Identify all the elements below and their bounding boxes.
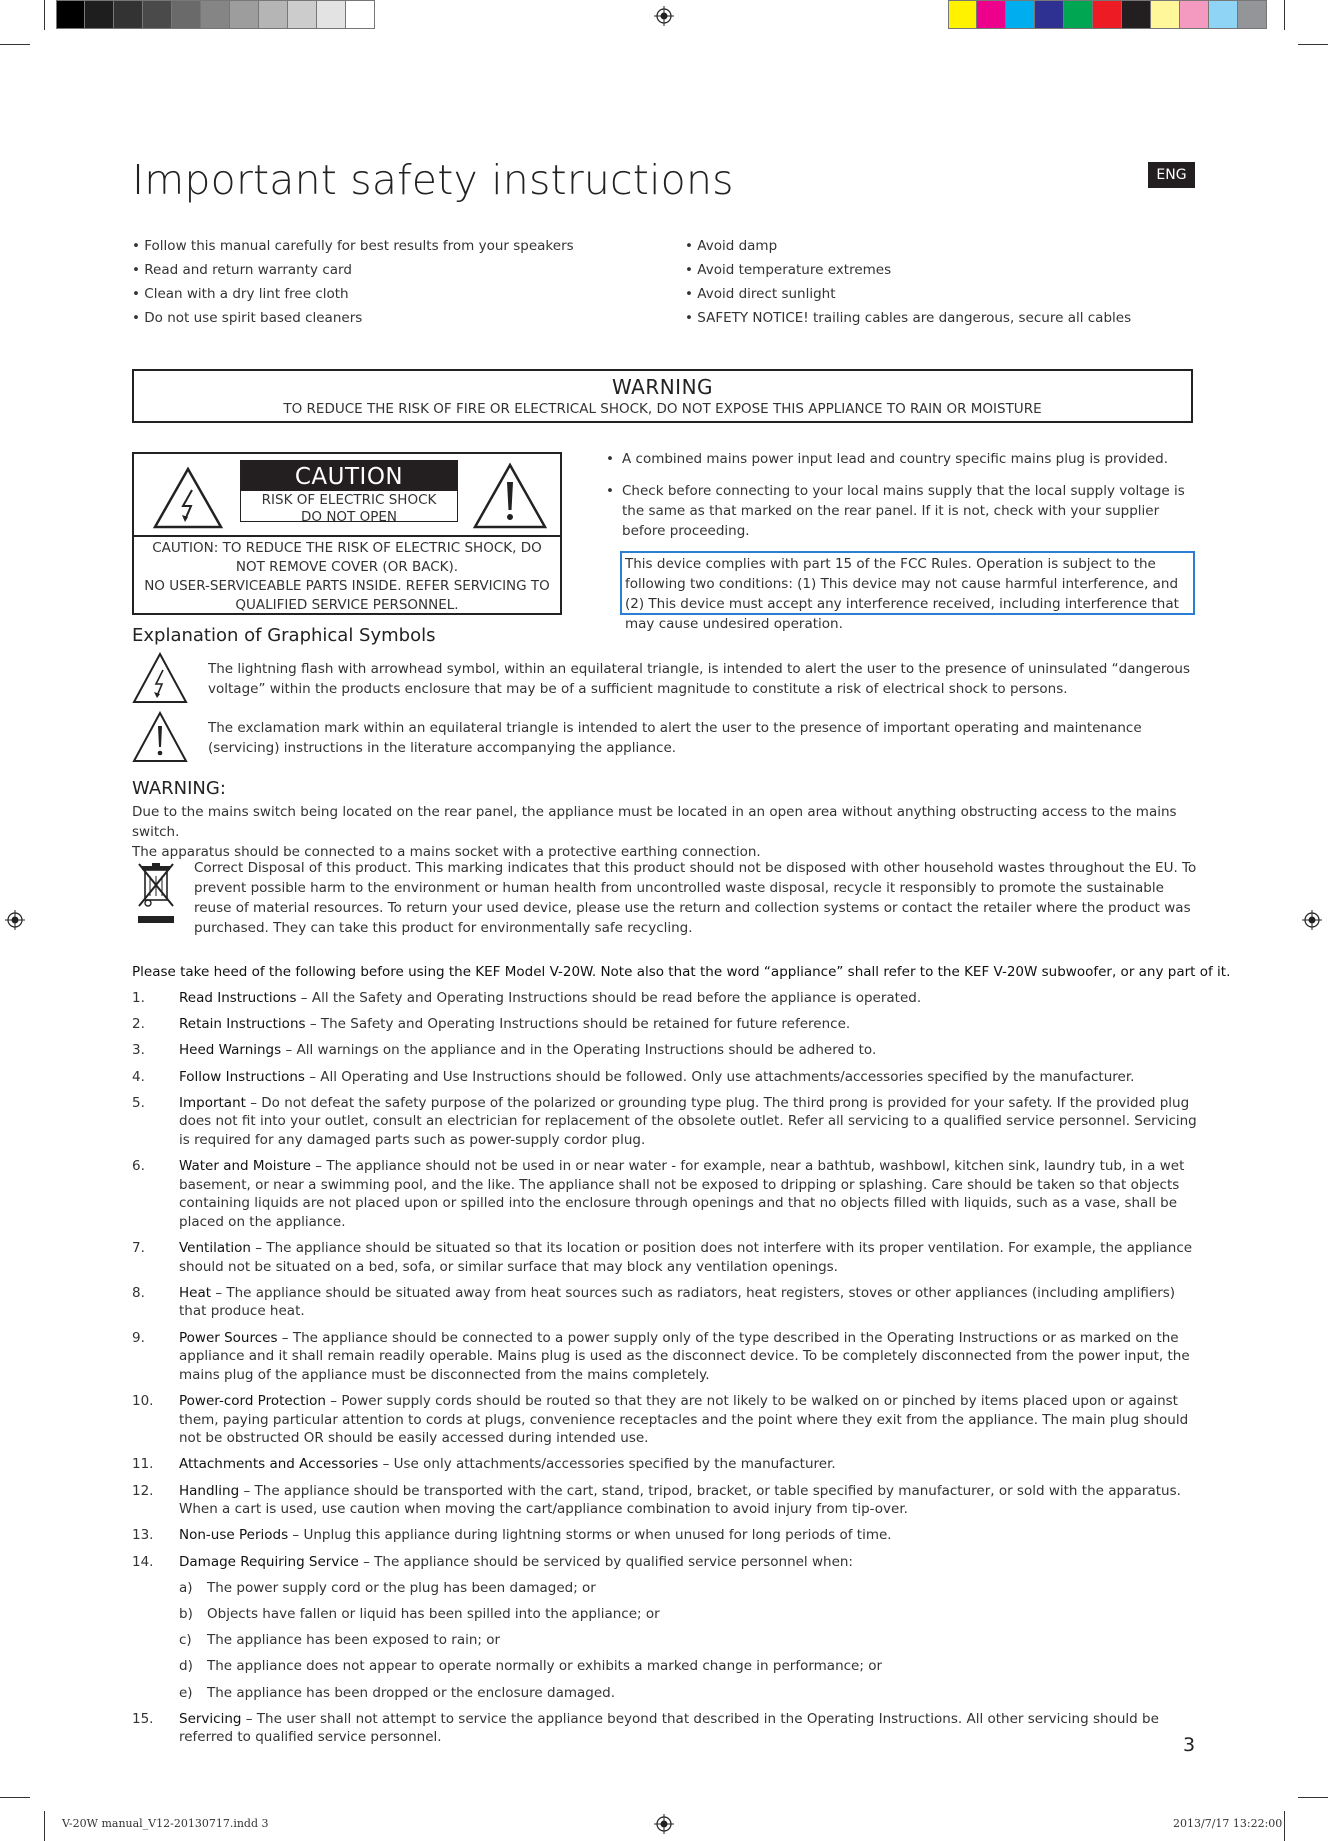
color-swatch bbox=[346, 0, 375, 29]
crop-mark bbox=[1298, 44, 1328, 45]
registration-mark-icon bbox=[654, 1814, 674, 1834]
item-number: a) bbox=[179, 1579, 193, 1596]
color-swatch bbox=[259, 0, 288, 29]
crop-mark bbox=[0, 1797, 30, 1798]
list-item bbox=[132, 989, 1197, 1008]
item-title: Retain Instructions bbox=[179, 1016, 306, 1033]
item-text: – All Operating and Use Instructions should be followed. Only use attachments/accessories specified by the manufacturer. bbox=[304, 1068, 1135, 1085]
caution-text bbox=[138, 539, 556, 615]
section-heading: WARNING: bbox=[132, 778, 226, 799]
list-item bbox=[132, 1392, 1197, 1448]
list-item bbox=[132, 1068, 1197, 1087]
color-swatch bbox=[1006, 0, 1035, 29]
item-title: Ventilation bbox=[179, 1240, 251, 1257]
item-number: 3. bbox=[132, 1042, 145, 1059]
item-title: Follow Instructions bbox=[179, 1068, 305, 1085]
color-swatch bbox=[201, 0, 230, 29]
list-item: • Follow this manual carefully for best results from your speakers bbox=[132, 234, 652, 258]
list-item bbox=[132, 1482, 1197, 1519]
color-swatch bbox=[56, 0, 85, 29]
color-swatch bbox=[1093, 0, 1122, 29]
section-heading: Explanation of Graphical Symbols bbox=[132, 625, 436, 646]
caution-box bbox=[132, 452, 562, 615]
list-item bbox=[132, 1329, 1197, 1385]
crop-mark bbox=[1284, 0, 1285, 30]
warning-line: The apparatus should be connected to a mains socket with a protective earthing connection. bbox=[132, 844, 761, 860]
list-item: • Do not use spirit based cleaners bbox=[132, 306, 652, 330]
color-swatch bbox=[172, 0, 201, 29]
lightning-warning-icon bbox=[152, 466, 224, 530]
crop-mark bbox=[1284, 1811, 1285, 1841]
item-number: 13. bbox=[132, 1527, 154, 1544]
exclamation-warning-icon bbox=[132, 711, 188, 763]
item-text: – The appliance should be serviced by qualified service personnel when: bbox=[358, 1553, 853, 1570]
color-swatch bbox=[948, 0, 977, 29]
caution-label bbox=[240, 460, 458, 525]
item-text: – Do not defeat the safety purpose of the polarized or grounding type plug. The third prong is provided for your safety. If the provided plug does not fit into your outlet, consult an electrician for replacement of the obsolete outlet. Refer all servicing to a qualified service personnel. Servicing is required for any damaged parts such as power-supply cordor plug. bbox=[179, 1094, 1197, 1148]
item-text: – Power supply cords should be routed so that they are not likely to be walked on or pinched by items placed upon or against them, paying particular attention to cords at plugs, convenience receptacles and the point where they exit from the appliance. The main plug should not be obstructed OR should be easily accessed during intended use. bbox=[179, 1393, 1189, 1447]
color-swatch bbox=[288, 0, 317, 29]
item-text: – All warnings on the appliance and in the Operating Instructions should be adhered to. bbox=[281, 1042, 877, 1059]
caution-subtext: DO NOT OPEN bbox=[301, 509, 397, 525]
bullet-list-right bbox=[685, 234, 1205, 330]
warning-text: TO REDUCE THE RISK OF FIRE OR ELECTRICAL SHOCK, DO NOT EXPOSE THIS APPLIANCE TO RAIN OR MOISTURE bbox=[283, 401, 1042, 417]
safety-instruction-list bbox=[132, 989, 1197, 1754]
warning-heading: WARNING bbox=[611, 375, 714, 399]
color-swatch bbox=[143, 0, 172, 29]
list-item: • Read and return warranty card bbox=[132, 258, 652, 282]
list-item: • Avoid direct sunlight bbox=[685, 282, 1205, 306]
crop-mark bbox=[44, 0, 45, 30]
bullet-list-left bbox=[132, 234, 652, 330]
item-number: 8. bbox=[132, 1284, 145, 1301]
item-number: d) bbox=[179, 1658, 193, 1675]
registration-mark-icon bbox=[5, 910, 25, 930]
item-title: Heat bbox=[179, 1284, 212, 1301]
sub-list-item bbox=[132, 1579, 1197, 1598]
list-item: • Avoid temperature extremes bbox=[685, 258, 1205, 282]
list-item: • SAFETY NOTICE! trailing cables are dangerous, secure all cables bbox=[685, 306, 1205, 330]
lightning-explanation: The lightning flash with arrowhead symbol, within an equilateral triangle, is intended to alert the user to the presence of uninsulated “dangerous voltage” within the products enclosure that may be of a sufficient magnitude to constitute a risk of electrical shock to persons. bbox=[208, 661, 1191, 697]
grayscale-swatch-bar bbox=[56, 0, 375, 29]
caution-heading: CAUTION bbox=[241, 461, 457, 491]
color-swatch bbox=[1151, 0, 1180, 29]
item-title: Handling bbox=[179, 1482, 240, 1499]
warning-line: Due to the mains switch being located on the rear panel, the appliance must be located in an open area without anything obstructing access to the mains switch. bbox=[132, 804, 1177, 840]
item-number: c) bbox=[179, 1632, 192, 1649]
item-title: Power Sources bbox=[179, 1329, 278, 1346]
color-swatch bbox=[317, 0, 346, 29]
list-item bbox=[132, 1284, 1197, 1321]
color-swatch bbox=[114, 0, 143, 29]
weee-bin-icon bbox=[136, 860, 176, 928]
color-swatch bbox=[1064, 0, 1093, 29]
list-item bbox=[132, 1157, 1197, 1231]
disposal-notice: Correct Disposal of this product. This marking indicates that this product should not be disposed with other household wastes throughout the EU. To prevent possible harm to the environment or human health from uncontrolled waste disposal, recycle it responsibly to promote the sustainable reuse of material resources. To return your used device, please use the return and collection systems or contact the retailer where the product was purchased. They can take this product for environmentally safe recycling. bbox=[194, 860, 1197, 936]
crop-mark bbox=[1298, 1797, 1328, 1798]
list-item bbox=[132, 1015, 1197, 1034]
item-text: The appliance does not appear to operate normally or exhibits a marked change in performance; or bbox=[207, 1658, 882, 1675]
list-item bbox=[132, 1553, 1197, 1572]
color-swatch bbox=[1122, 0, 1151, 29]
item-title: Important bbox=[179, 1094, 246, 1111]
sub-list-item bbox=[132, 1657, 1197, 1676]
list-item bbox=[132, 1526, 1197, 1545]
sub-list-item bbox=[132, 1631, 1197, 1650]
item-number: 10. bbox=[132, 1393, 154, 1410]
list-item bbox=[132, 1455, 1197, 1474]
item-number: 1. bbox=[132, 990, 145, 1006]
item-text: The power supply cord or the plug has been damaged; or bbox=[207, 1579, 596, 1596]
crop-mark bbox=[0, 44, 30, 45]
item-number: 2. bbox=[132, 1016, 145, 1033]
list-item: • Avoid damp bbox=[685, 234, 1205, 258]
item-title: Water and Moisture bbox=[179, 1158, 311, 1175]
list-item: • Check before connecting to your local mains supply that the local supply voltage is the same as that marked on the rear panel. If it is not, check with your supplier before proceeding. bbox=[606, 483, 1185, 539]
item-title: Damage Requiring Service bbox=[179, 1553, 359, 1570]
item-title: Non-use Periods bbox=[179, 1527, 289, 1544]
color-swatch bbox=[1180, 0, 1209, 29]
page-number: 3 bbox=[1183, 1734, 1196, 1756]
footer-filename: V-20W manual_V12-20130717.indd 3 bbox=[62, 1817, 269, 1830]
caution-subtext: RISK OF ELECTRIC SHOCK bbox=[261, 492, 437, 508]
list-item bbox=[132, 1239, 1197, 1276]
divider bbox=[134, 535, 560, 537]
item-number: 4. bbox=[132, 1068, 145, 1085]
item-title: Servicing bbox=[179, 1710, 242, 1727]
item-number: 14. bbox=[132, 1553, 154, 1570]
caution-text-line: CAUTION: TO REDUCE THE RISK OF ELECTRIC SHOCK, DO NOT REMOVE COVER (OR BACK). bbox=[152, 540, 542, 575]
list-item: • A combined mains power input lead and country specific mains plug is provided. bbox=[606, 451, 1169, 467]
color-swatch bbox=[85, 0, 114, 29]
footer-date: 2013/7/17 13:22:00 bbox=[1173, 1817, 1283, 1830]
registration-mark-icon bbox=[654, 6, 674, 26]
item-number: e) bbox=[179, 1684, 193, 1701]
crop-mark bbox=[44, 1811, 45, 1841]
sub-list-item bbox=[132, 1684, 1197, 1703]
item-text: – The appliance should be situated away from heat sources such as radiators, heat registers, stoves or other appliances (including amplifiers) that produce heat. bbox=[179, 1284, 1176, 1320]
item-text: – The user shall not attempt to service the appliance beyond that described in the Operating Instructions. All other servicing should be referred to qualified service personnel. bbox=[179, 1710, 1159, 1746]
item-number: 9. bbox=[132, 1329, 145, 1346]
fcc-notice: This device complies with part 15 of the FCC Rules. Operation is subject to the following two conditions: (1) This device may not cause harmful interference, and (2) This device must accept any interference received, including interference that may cause undesired operation. bbox=[620, 551, 1195, 615]
item-number: b) bbox=[179, 1605, 193, 1622]
list-item bbox=[132, 1094, 1197, 1150]
color-swatch bbox=[230, 0, 259, 29]
color-swatch-bar bbox=[948, 0, 1267, 29]
item-text: – The appliance should be situated so that its location or position does not interfere with its proper ventilation. For example, the appliance should not be situated on a bed, sofa, or similar surface that may block any ventilation openings. bbox=[179, 1240, 1193, 1275]
item-text: Objects have fallen or liquid has been spilled into the appliance; or bbox=[207, 1605, 660, 1622]
item-text: – The appliance should not be used in or near water - for example, near a bathtub, washbowl, kitchen sink, laundry tub, in a wet basement, or near a swimming pool, and the like. The appliance shall not be exposed to dripping or splashing. Care should be taken so that objects containing liquids are not placed upon or spilled into the enclosure through openings and that no objects filled with liquids, such as a vase, shall be placed on the appliance. bbox=[179, 1158, 1185, 1230]
item-text: – The appliance should be transported with the cart, stand, tripod, bracket, or table specified by manufacturer, or sold with the apparatus. When a cart is used, use caution when moving the cart/appliance combination to avoid injury from tip-over. bbox=[179, 1482, 1181, 1518]
sub-list-item bbox=[132, 1605, 1197, 1624]
list-item bbox=[132, 1041, 1197, 1060]
warning-paragraph bbox=[132, 802, 1197, 862]
item-title: Power-cord Protection bbox=[179, 1393, 326, 1410]
item-text: – The appliance should be connected to a power supply only of the type described in the Operating Instructions or as marked on the appliance and it shall remain readily operable. Mains plug is used as the disconnect device. To be completely disconnected from the power input, the mains plug of the appliance must be disconnected from the mains completely. bbox=[179, 1329, 1190, 1383]
item-text: The appliance has been exposed to rain; or bbox=[207, 1632, 501, 1649]
instructions-intro: Please take heed of the following before using the KEF Model V-20W. Note also that the word “appliance” shall refer to the KEF V-20W subwoofer, or any part of it. bbox=[132, 964, 1231, 980]
item-title: Attachments and Accessories bbox=[179, 1456, 379, 1473]
list-item-text: A combined mains power input lead and country specific mains plug is provided. bbox=[622, 451, 1169, 467]
lightning-warning-icon bbox=[132, 652, 188, 704]
item-number: 7. bbox=[132, 1240, 145, 1257]
registration-mark-icon bbox=[1302, 910, 1322, 930]
item-title: Read Instructions bbox=[179, 990, 297, 1006]
color-swatch bbox=[1209, 0, 1238, 29]
list-item bbox=[132, 1710, 1197, 1747]
item-text: The appliance has been dropped or the enclosure damaged. bbox=[207, 1684, 616, 1701]
list-item-text: Check before connecting to your local mains supply that the local supply voltage is the same as that marked on the rear panel. If it is not, check with your supplier before proceeding. bbox=[622, 483, 1185, 539]
item-number: 11. bbox=[132, 1456, 154, 1473]
item-text: – The Safety and Operating Instructions should be retained for future reference. bbox=[305, 1016, 851, 1033]
caution-text-line: NO USER-SERVICEABLE PARTS INSIDE. REFER SERVICING TO QUALIFIED SERVICE PERSONNEL. bbox=[144, 578, 550, 613]
item-number: 12. bbox=[132, 1482, 154, 1499]
item-text: – All the Safety and Operating Instructions should be read before the appliance is operated. bbox=[296, 990, 922, 1006]
list-item: • Clean with a dry lint free cloth bbox=[132, 282, 652, 306]
language-badge: ENG bbox=[1148, 162, 1195, 188]
item-number: 5. bbox=[132, 1094, 145, 1111]
color-swatch bbox=[1238, 0, 1267, 29]
page-title: Important safety instructions bbox=[132, 156, 734, 204]
item-number: 15. bbox=[132, 1710, 154, 1727]
color-swatch bbox=[1035, 0, 1064, 29]
power-bullet-list bbox=[604, 449, 1196, 541]
color-swatch bbox=[977, 0, 1006, 29]
item-title: Heed Warnings bbox=[179, 1042, 282, 1059]
item-text: – Unplug this appliance during lightning storms or when unused for long periods of time. bbox=[288, 1527, 892, 1544]
item-number: 6. bbox=[132, 1158, 145, 1175]
exclamation-warning-icon bbox=[472, 462, 548, 530]
item-text: – Use only attachments/accessories specified by the manufacturer. bbox=[378, 1456, 836, 1473]
exclamation-explanation: The exclamation mark within an equilateral triangle is intended to alert the user to the presence of important operating and maintenance (servicing) instructions in the literature accompanying the appliance. bbox=[208, 720, 1142, 756]
warning-box bbox=[132, 369, 1193, 423]
